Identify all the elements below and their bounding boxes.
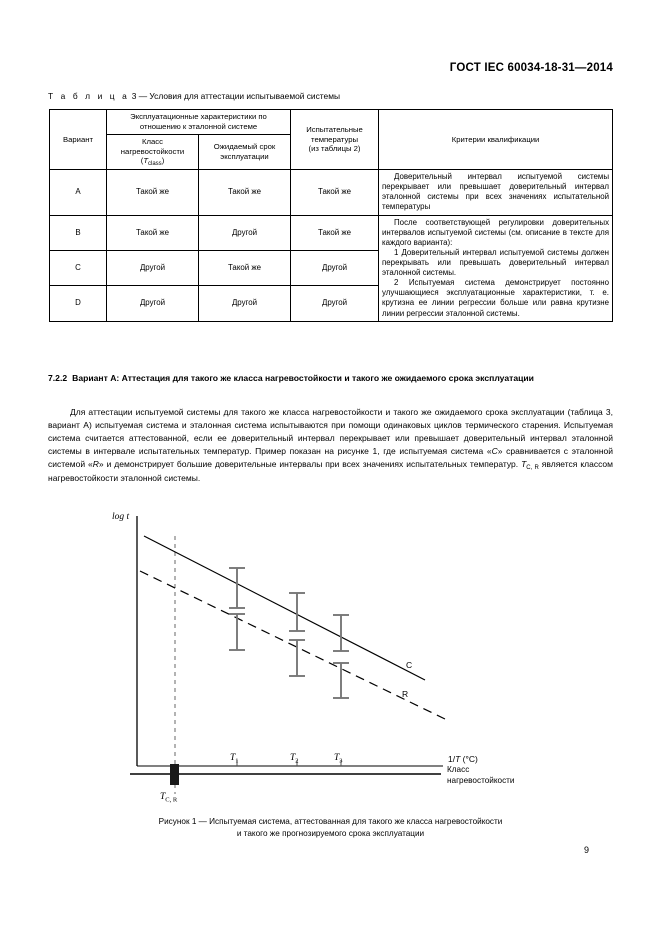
header-thermal-class-line1: Класс xyxy=(142,136,163,146)
cell-variant-d: D xyxy=(50,286,107,321)
cell-test-temps-a: Такой же xyxy=(291,170,379,215)
section-paragraph xyxy=(48,406,613,485)
header-expected-life-line1: Ожидаемый срок xyxy=(213,142,276,152)
chart-series-label-r: R xyxy=(402,689,409,699)
criteria-a-text: Доверительный интервал испытуемой системы перекрывает или превышает доверительный интервал эталонной системы при всех значениях испытательной температуры xyxy=(382,172,610,212)
figure-caption-line-2: и такого же прогнозируемого срока эксплуатации xyxy=(236,829,425,839)
section-number: 7.2.2 xyxy=(48,373,68,383)
paragraph-part-4: является классом нагревостойкости эталонной системы. xyxy=(48,459,614,483)
header-qualification-criteria: Критерии квалификации xyxy=(379,110,613,170)
figure-caption-label: Рисунок xyxy=(158,817,190,826)
table-row xyxy=(50,170,613,215)
figure-caption-number: 1 xyxy=(191,817,197,826)
header-expected-life xyxy=(199,134,291,169)
cell-expected-life-a: Такой же xyxy=(199,170,291,215)
figure-caption-dash: — xyxy=(198,817,207,826)
chart-errorbar-r-t3 xyxy=(333,663,349,698)
table-caption-dash: — xyxy=(138,91,148,101)
chart-xtick-label-t2: $T_2$ xyxy=(290,753,299,765)
chart-x-axis-label: 1/T (°C) xyxy=(448,754,478,764)
chart-thermal-class-axis-label-line1: Класс xyxy=(447,765,470,774)
paragraph-symbol-t-sub: C, R xyxy=(526,465,539,472)
cell-expected-life-d: Другой xyxy=(199,286,291,321)
chart-errorbar-r-t1 xyxy=(229,614,245,650)
document-header-standard-id: ГОСТ IEC 60034-18-31—2014 xyxy=(449,62,613,74)
header-test-temperatures-line1: Испытательные xyxy=(306,124,363,134)
chart-errorbar-c-t3 xyxy=(333,615,349,651)
header-test-temperatures xyxy=(291,110,379,170)
header-thermal-class xyxy=(107,134,199,169)
cell-expected-life-c: Такой же xyxy=(199,250,291,285)
criteria-bcd-item-1: 1 Доверительный интервал испытуемой системы должен перекрывать или превышать доверительный интервал эталонной системы. xyxy=(382,247,610,278)
paragraph-symbol-r: R xyxy=(92,459,99,470)
cell-thermal-class-c: Другой xyxy=(107,250,199,285)
header-variant: Вариант xyxy=(50,110,107,170)
cell-expected-life-b: Другой xyxy=(199,215,291,250)
paragraph-part-3: » и демонстрирует большие доверительные интервалы при всех значениях испытательных температур. xyxy=(98,459,522,470)
cell-test-temps-d: Другой xyxy=(291,286,379,321)
section-title: Вариант А: Аттестация для такого же класса нагревостойкости и такого же ожидаемого срока эксплуатации xyxy=(72,373,534,383)
cell-thermal-class-b: Такой же xyxy=(107,215,199,250)
cell-variant-a: A xyxy=(50,170,107,215)
figure-caption-line-1 xyxy=(48,816,613,828)
cell-thermal-class-a: Такой же xyxy=(107,170,199,215)
cell-test-temps-b: Такой же xyxy=(291,215,379,250)
table-caption-label: Т а б л и ц а xyxy=(48,91,130,101)
chart-errorbar-r-t2 xyxy=(289,640,305,676)
page-number: 9 xyxy=(583,845,589,855)
chart-xtick-label-t3: $T_3$ xyxy=(334,753,343,765)
header-test-temperatures-line3: (из таблицы 2) xyxy=(308,144,361,154)
cell-variant-b: B xyxy=(50,215,107,250)
thermal-class-symbol-sub: class xyxy=(148,161,162,168)
header-thermal-class-symbol: $(T_{class})$ xyxy=(140,156,165,168)
figure-caption-text-line1: Испытуемая система, аттестованная для такого же класса нагревостойкости xyxy=(209,817,503,826)
figure-1-chart xyxy=(0,498,661,828)
conditions-table xyxy=(49,109,613,322)
thermal-class-symbol-base: T xyxy=(143,156,149,166)
cell-thermal-class-d: Другой xyxy=(107,286,199,321)
chart-thermal-class-marker-label: $T_{C, R}$ xyxy=(160,792,178,804)
chart-line-series-c xyxy=(144,536,425,680)
cell-test-temps-c: Другой xyxy=(291,250,379,285)
section-heading xyxy=(48,372,613,384)
conditions-table-wrapper xyxy=(49,109,612,322)
figure-caption xyxy=(48,816,613,841)
chart-y-axis-label: log t xyxy=(112,512,130,522)
table-caption-text: Условия для аттестации испытываемой системы xyxy=(149,91,340,101)
chart-thermal-class-axis-label-line2: нагревостойкости xyxy=(447,776,515,785)
table-row xyxy=(50,215,613,250)
chart-svg xyxy=(0,498,661,828)
table-header-row-1 xyxy=(50,110,613,135)
chart-errorbar-c-t1 xyxy=(229,568,245,608)
header-performance-group: Эксплуатационные характеристики по отношению к эталонной системе xyxy=(107,110,291,135)
header-test-temperatures-line2: температуры xyxy=(311,134,358,144)
table-caption xyxy=(48,91,340,101)
cell-criteria-bcd xyxy=(379,215,613,321)
paragraph-part-1: Для аттестации испытуемой системы для такого же класса нагревостойкости и такого же ожидаемого срока эксплуатации (таблица 3, вариант А) испытуемая система и эталонная система испытываются при помощи одинаковых циклов термического старения. Испытуемая система считается аттестованной, если ее доверительный интервал перекрывает или превышает доверительный интервал эталонной системы в интервале испытательных температур. Пример показан на рисунке 1, где испытуемая система « xyxy=(48,407,613,457)
paragraph-symbol-t: T xyxy=(521,459,527,470)
cell-criteria-a xyxy=(379,170,613,215)
header-expected-life-line2: эксплуатации xyxy=(220,151,269,161)
header-thermal-class-line2: нагревостойкости xyxy=(120,146,185,156)
chart-thermal-class-marker xyxy=(170,764,179,785)
table-caption-number: 3 xyxy=(131,91,137,101)
chart-xtick-label-t1: $T_1$ xyxy=(230,753,239,765)
criteria-bcd-item-2: 2 Испытуемая система демонстрирует постоянно улучшающиеся эксплуатационные характеристики, т. е. крутизна ее линии регрессии больше или равна крутизне линии регрессии эталонной системы. xyxy=(382,278,610,318)
paragraph-part-2: » сравнивается с эталонной системой « xyxy=(48,446,613,470)
criteria-bcd-intro: После соответствующей регулировки доверительных интервалов испытуемой системы (см. описание в тексте для каждого варианта): xyxy=(382,217,610,247)
cell-variant-c: C xyxy=(50,250,107,285)
chart-series-label-c: C xyxy=(406,660,413,670)
paragraph-symbol-c: C xyxy=(491,446,498,457)
